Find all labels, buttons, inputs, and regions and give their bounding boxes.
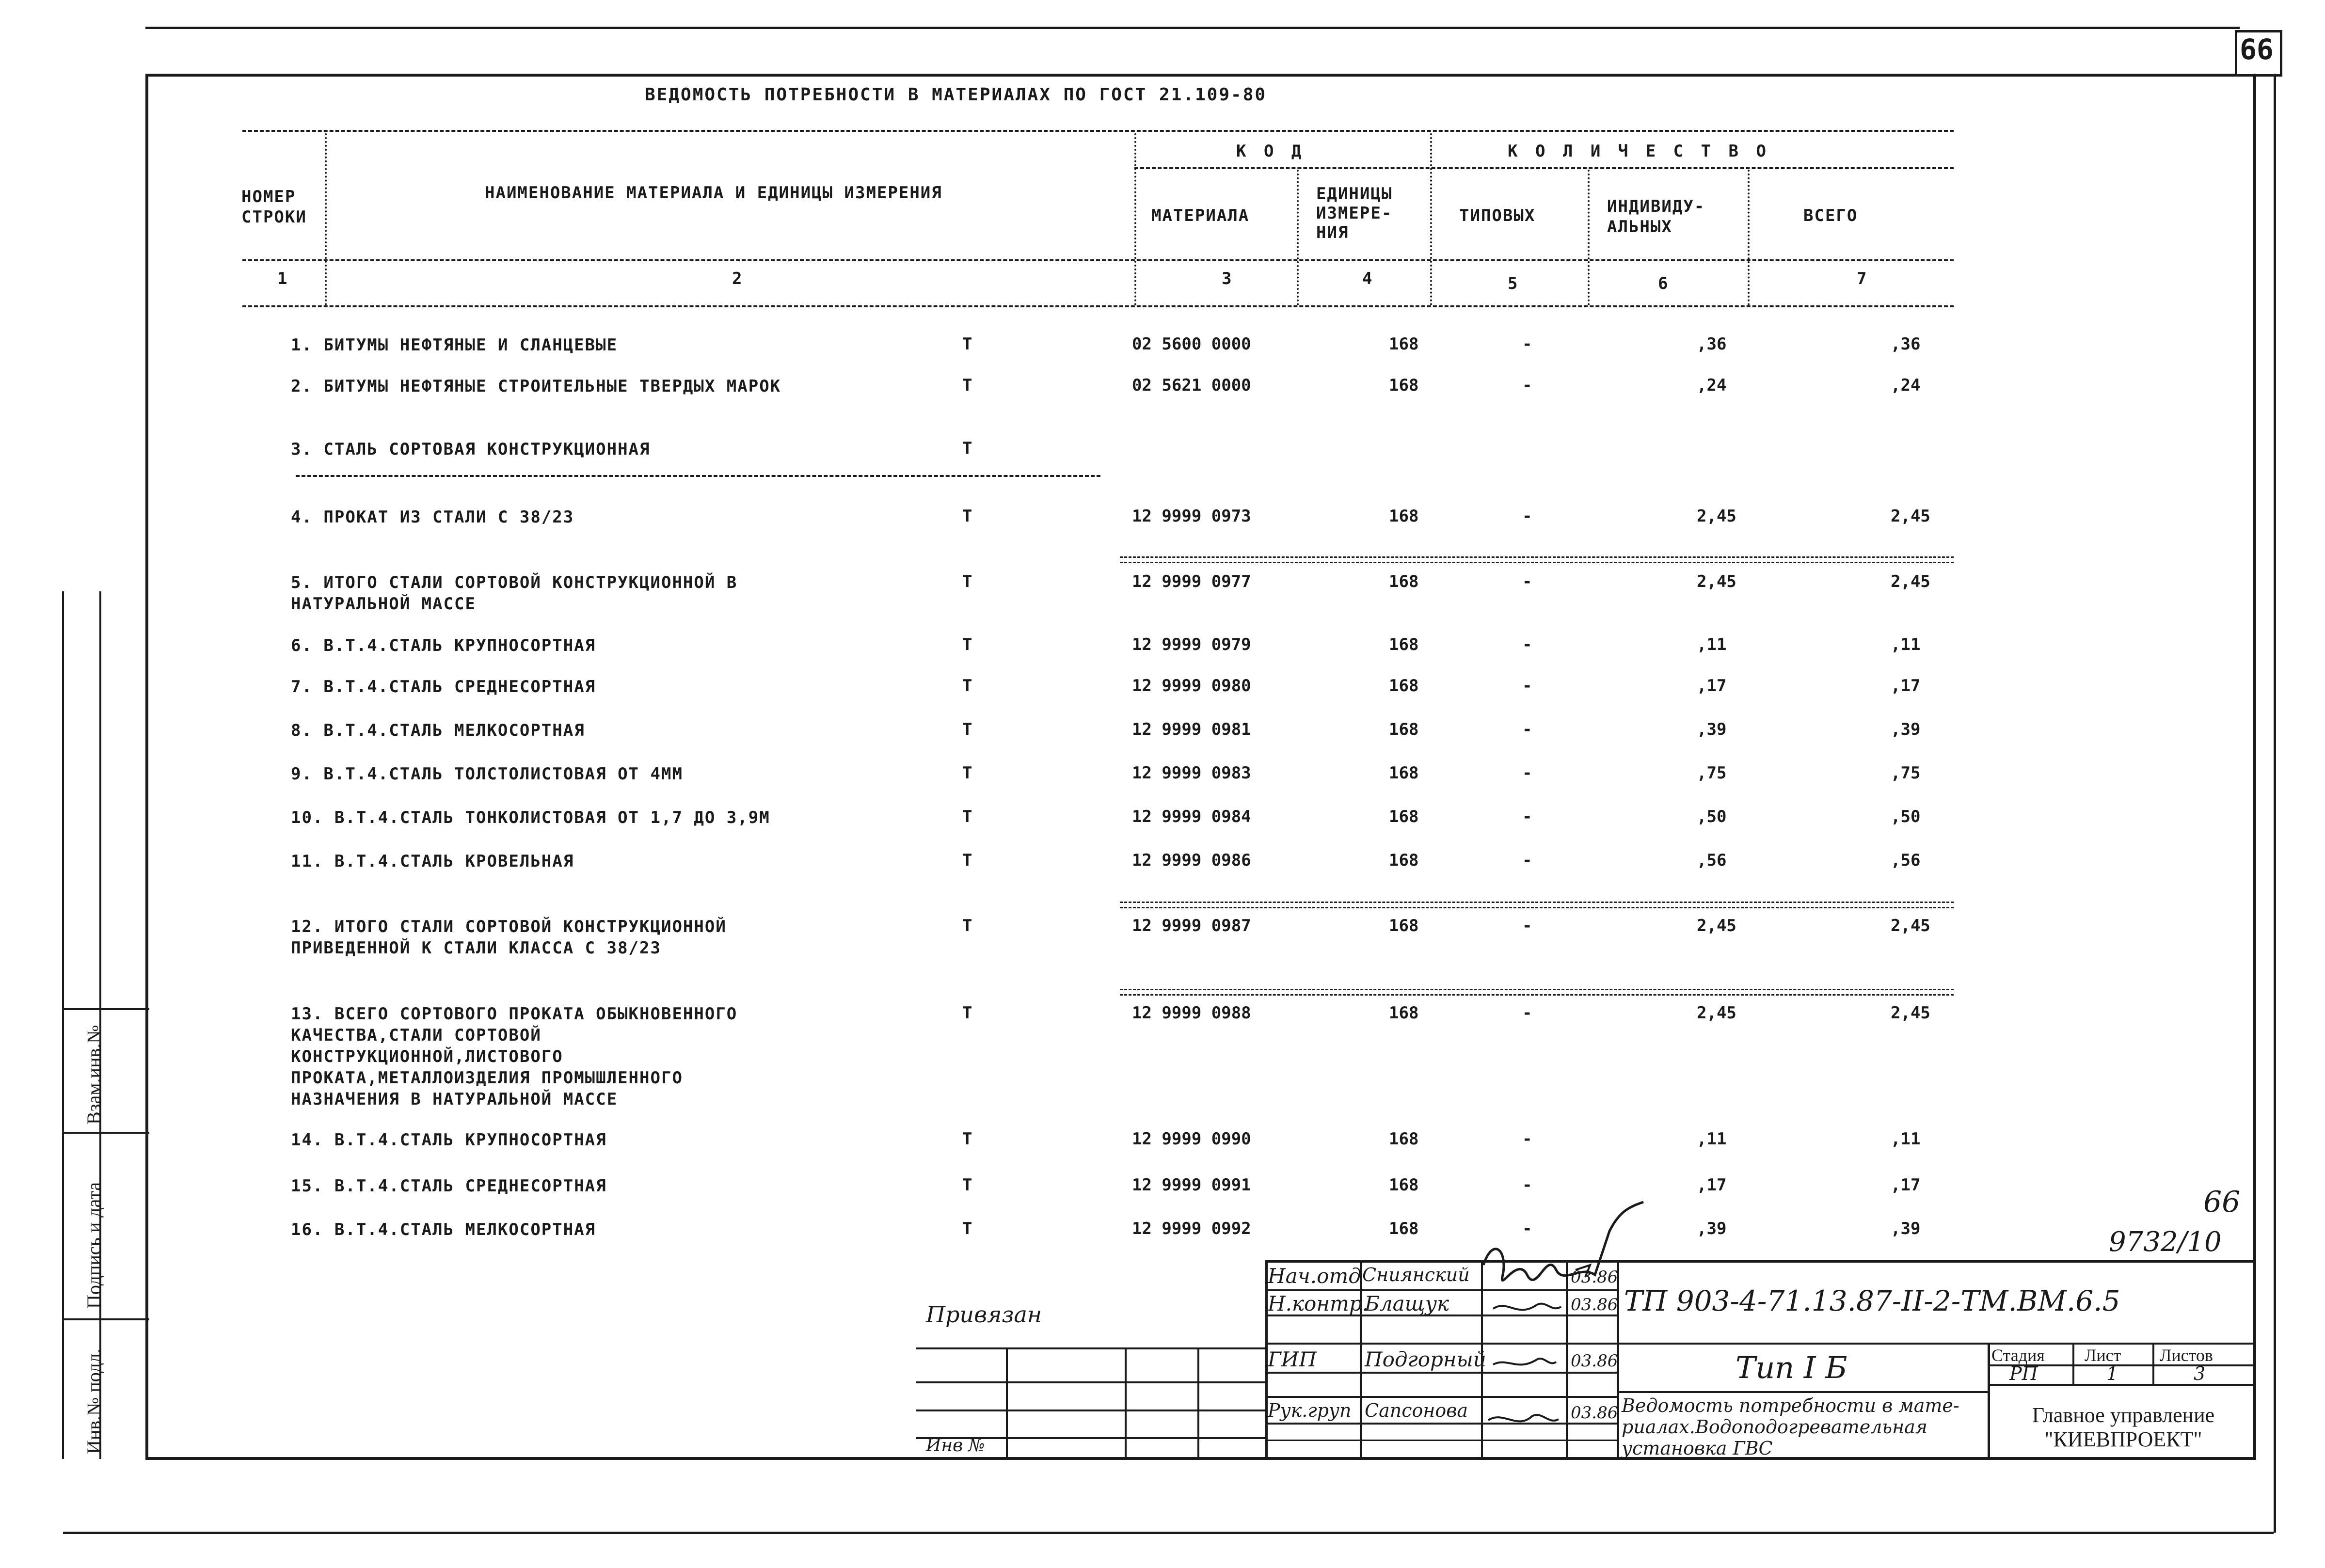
signer-1-role: Нач.отд <box>1268 1264 1361 1288</box>
row-qty-individual: 2,45 <box>1697 507 1736 526</box>
row-unit: Т <box>962 1129 972 1149</box>
colnum-4: 4 <box>1362 269 1373 288</box>
frame-top-outer <box>145 27 2240 29</box>
row-qty-typical: - <box>1522 851 1532 870</box>
header-row-number: НОМЕР СТРОКИ <box>241 187 307 227</box>
row-qty-total: 2,45 <box>1891 1003 1930 1023</box>
row-qty-individual: ,50 <box>1697 807 1727 826</box>
header-qty-total: ВСЕГО <box>1803 206 1858 225</box>
header-code: К О Д <box>1236 142 1306 161</box>
row-unit: Т <box>962 807 972 826</box>
row-qty-total: ,11 <box>1891 635 1921 654</box>
stamp-sheets-label: Листов <box>2160 1346 2213 1365</box>
privyazan-v2 <box>1125 1347 1127 1458</box>
row-qty-typical: - <box>1522 1175 1532 1195</box>
row-qty-individual: ,11 <box>1697 635 1727 654</box>
row-unit-code: 168 <box>1389 1003 1419 1023</box>
stamp-designation: ТП 903-4-71.13.87-II-2-ТМ.ВМ.6.5 <box>1624 1284 2120 1317</box>
stamp-info-v1 <box>2072 1343 2074 1384</box>
header-top-line <box>242 130 1954 132</box>
row-unit: Т <box>962 1219 972 1238</box>
row-name: 16. В.Т.4.СТАЛЬ МЕЛКОСОРТНАЯ <box>291 1220 596 1239</box>
row-qty-typical: - <box>1522 376 1532 395</box>
row-qty-typical: - <box>1522 1129 1532 1149</box>
margin-sep-1 <box>62 1008 149 1010</box>
row-unit: Т <box>962 334 972 354</box>
row-unit-code: 168 <box>1389 851 1419 870</box>
row-unit-code: 168 <box>1389 676 1419 696</box>
row-name: 4. ПРОКАТ ИЗ СТАЛИ С 38/23 <box>291 507 574 527</box>
stamp-type: Тип I Б <box>1736 1350 1847 1385</box>
row-unit: Т <box>962 763 972 783</box>
stamp-sheet: 1 <box>2106 1363 2118 1384</box>
row-unit: Т <box>962 720 972 739</box>
frame-top <box>148 74 2237 77</box>
header-qty-typical: ТИПОВЫХ <box>1459 206 1536 225</box>
row-unit: Т <box>962 635 972 654</box>
header-vsep-6 <box>1748 170 1750 305</box>
row-qty-individual: ,39 <box>1697 720 1727 739</box>
colnum-5: 5 <box>1508 274 1519 293</box>
row-unit: Т <box>962 1175 972 1195</box>
row-unit: Т <box>962 439 972 458</box>
row-qty-typical: - <box>1522 763 1532 783</box>
header-vsep-3 <box>1297 170 1299 305</box>
row3-underline <box>296 475 1100 477</box>
privyazan-top <box>916 1347 1265 1349</box>
row-name: 13. ВСЕГО СОРТОВОГО ПРОКАТА ОБЫКНОВЕННОГО КАЧЕСТВА,СТАЛИ СОРТОВОЙ КОНСТРУКЦИОННОЙ,ЛИСТОВОГО ПРОКАТА,МЕТАЛЛОИЗДЕЛИЯ ПРОМЫШЛЕННОГО НАЗНАЧЕНИЯ В НАТУРАЛЬНОЙ МАССЕ <box>291 1004 738 1109</box>
row-unit-code: 168 <box>1389 334 1419 354</box>
row-unit: Т <box>962 851 972 870</box>
row-name: 2. БИТУМЫ НЕФТЯНЫЕ СТРОИТЕЛЬНЫЕ ТВЕРДЫХ МАРОК <box>291 377 781 396</box>
row-name: 1. БИТУМЫ НЕФТЯНЫЕ И СЛАНЦЕВЫЕ <box>291 335 618 355</box>
row-qty-total: 2,45 <box>1891 572 1930 591</box>
row-qty-total: ,39 <box>1891 720 1921 739</box>
page-number: 66 <box>2240 33 2274 66</box>
row-unit: Т <box>962 916 972 935</box>
row-material-code: 12 9999 0992 <box>1132 1219 1251 1238</box>
stamp-info-v2 <box>2152 1343 2154 1384</box>
header-material-name: НАИМЕНОВАНИЕ МАТЕРИАЛА И ЕДИНИЦЫ ИЗМЕРЕНИЯ <box>485 183 942 203</box>
row-qty-total: 2,45 <box>1891 916 1930 935</box>
row-qty-total: ,39 <box>1891 1219 1921 1238</box>
row-name: 5. ИТОГО СТАЛИ СОРТОВОЙ КОНСТРУКЦИОННОЙ В НАТУРАЛЬНОЙ МАССЕ <box>291 573 738 614</box>
header-qty-individual: ИНДИВИДУ- АЛЬНЫХ <box>1607 197 1705 237</box>
row-qty-typical: - <box>1522 720 1532 739</box>
signer-2-date: 03.86 <box>1571 1295 1618 1315</box>
row-qty-total: ,75 <box>1891 763 1921 783</box>
signer-2-name: Блащук <box>1365 1292 1449 1315</box>
colnum-6: 6 <box>1658 274 1669 293</box>
colnum-3: 3 <box>1222 269 1233 288</box>
row-qty-total: ,11 <box>1891 1129 1921 1149</box>
margin-podpis-data: Подпись и дата <box>83 1182 105 1309</box>
row-unit-code: 168 <box>1389 1219 1419 1238</box>
stamp-col-info <box>1988 1343 1990 1459</box>
header-code-line <box>1134 167 1954 169</box>
row-unit: Т <box>962 376 972 395</box>
row-name: 11. В.Т.4.СТАЛЬ КРОВЕЛЬНАЯ <box>291 852 574 871</box>
row-unit: Т <box>962 507 972 526</box>
row-name: 7. В.Т.4.СТАЛЬ СРЕДНЕСОРТНАЯ <box>291 677 596 697</box>
signer-4-role: Рук.груп <box>1268 1400 1352 1421</box>
colnum-2: 2 <box>732 269 743 288</box>
stamp-inv-no: Инв № <box>926 1436 985 1456</box>
row-qty-typical: - <box>1522 334 1532 354</box>
signer-2-role: Н.контр. <box>1268 1292 1369 1315</box>
row-unit-code: 168 <box>1389 1129 1419 1149</box>
row-material-code: 02 5621 0000 <box>1132 376 1251 395</box>
row-qty-individual: 2,45 <box>1697 916 1736 935</box>
signer-1-name: Сниянский <box>1362 1264 1470 1285</box>
row-material-code: 12 9999 0991 <box>1132 1175 1251 1195</box>
frame-right <box>2253 74 2256 1460</box>
colnum-7: 7 <box>1857 269 1868 288</box>
margin-sep-2 <box>62 1132 149 1134</box>
margin-inv-podl: Инв.№ подл. <box>83 1348 105 1454</box>
stamp-sheet-mark: 66 <box>2203 1185 2241 1219</box>
frame-right-outer <box>2274 74 2276 1533</box>
row-material-code: 12 9999 0984 <box>1132 807 1251 826</box>
row-unit-code: 168 <box>1389 807 1419 826</box>
signer-3-date: 03.86 <box>1571 1351 1618 1371</box>
stamp-top <box>1265 1260 2256 1263</box>
row-unit-code: 168 <box>1389 763 1419 783</box>
margin-vzam-inv: Взам.инв.№ <box>83 1025 105 1125</box>
privyazan-v1 <box>1006 1347 1008 1458</box>
row-qty-typical: - <box>1522 676 1532 696</box>
colnum-1: 1 <box>277 269 288 288</box>
row-qty-typical: - <box>1522 572 1532 591</box>
row-qty-typical: - <box>1522 1003 1532 1023</box>
row-unit: Т <box>962 676 972 696</box>
signer-4-name: Сапсонова <box>1365 1400 1468 1421</box>
privyazan-h1 <box>916 1381 1265 1383</box>
row-material-code: 12 9999 0973 <box>1132 507 1251 526</box>
row-name: 6. В.Т.4.СТАЛЬ КРУПНОСОРТНАЯ <box>291 636 596 655</box>
header-code-unit: ЕДИНИЦЫ ИЗМЕРЕ- НИЯ <box>1316 184 1393 242</box>
row-qty-individual: ,17 <box>1697 1175 1727 1195</box>
header-vsep-5 <box>1588 170 1590 305</box>
row-unit-code: 168 <box>1389 1175 1419 1195</box>
total-line-row5 <box>1120 556 1954 563</box>
total-line-row13 <box>1120 989 1954 996</box>
stamp-h-3 <box>1265 1343 2256 1345</box>
header-vsep-2 <box>1134 133 1136 305</box>
row-qty-typical: - <box>1522 635 1532 654</box>
signer-3-name: Подгорный <box>1365 1347 1486 1371</box>
margin-sep-3 <box>62 1318 149 1320</box>
stamp-sheet-label: Лист <box>2085 1346 2121 1365</box>
row-unit: Т <box>962 1003 972 1023</box>
row-qty-individual: ,11 <box>1697 1129 1727 1149</box>
stamp-archive-no: 9732/10 <box>2109 1226 2222 1258</box>
header-code-material: МАТЕРИАЛА <box>1151 206 1250 225</box>
row-name: 3. СТАЛЬ СОРТОВАЯ КОНСТРУКЦИОННАЯ <box>291 440 651 459</box>
row-name: 12. ИТОГО СТАЛИ СОРТОВОЙ КОНСТРУКЦИОННОЙ ПРИВЕДЕННОЙ К СТАЛИ КЛАССА С 38/23 <box>291 917 727 958</box>
frame-bottom-outer <box>63 1532 2274 1534</box>
row-name: 14. В.Т.4.СТАЛЬ КРУПНОСОРТНАЯ <box>291 1130 607 1150</box>
signer-3-role: ГИП <box>1268 1347 1317 1371</box>
row-name: 8. В.Т.4.СТАЛЬ МЕЛКОСОРТНАЯ <box>291 721 585 740</box>
stamp-stage: РП <box>2009 1363 2038 1384</box>
row-material-code: 12 9999 0983 <box>1132 763 1251 783</box>
document-title: ВЕДОМОСТЬ ПОТРЕБНОСТИ В МАТЕРИАЛАХ ПО ГОСТ 21.109-80 <box>645 85 1267 105</box>
row-qty-individual: 2,45 <box>1697 1003 1736 1023</box>
stamp-stage-label: Стадия <box>1991 1346 2045 1365</box>
row-qty-typical: - <box>1522 916 1532 935</box>
privyazan-h2 <box>916 1410 1265 1411</box>
row-name: 9. В.Т.4.СТАЛЬ ТОЛСТОЛИСТОВАЯ ОТ 4ММ <box>291 764 683 784</box>
row-material-code: 12 9999 0979 <box>1132 635 1251 654</box>
row-qty-individual: 2,45 <box>1697 572 1736 591</box>
row-material-code: 12 9999 0987 <box>1132 916 1251 935</box>
row-unit: Т <box>962 572 972 591</box>
row-qty-typical: - <box>1522 507 1532 526</box>
signer-4-date: 03.86 <box>1571 1403 1618 1423</box>
row-name: 10. В.Т.4.СТАЛЬ ТОНКОЛИСТОВАЯ ОТ 1,7 ДО 3,9М <box>291 808 770 827</box>
stamp-doc-title: Ведомость потребности в мате- риалах.Водоподогревательная установка ГВС <box>1622 1395 1959 1459</box>
row-qty-total: ,24 <box>1891 376 1921 395</box>
row-qty-total: 2,45 <box>1891 507 1930 526</box>
row-material-code: 02 5600 0000 <box>1132 334 1251 354</box>
signer-1-date: 03.86 <box>1571 1267 1618 1287</box>
row-qty-typical: - <box>1522 1219 1532 1238</box>
row-qty-individual: ,36 <box>1697 334 1727 354</box>
stamp-sheets: 3 <box>2194 1363 2206 1384</box>
row-material-code: 12 9999 0990 <box>1132 1129 1251 1149</box>
row-material-code: 12 9999 0980 <box>1132 676 1251 696</box>
row-qty-individual: ,24 <box>1697 376 1727 395</box>
row-unit-code: 168 <box>1389 635 1419 654</box>
row-qty-total: ,17 <box>1891 676 1921 696</box>
stamp-privyazan: Привязан <box>926 1301 1042 1328</box>
privyazan-v3 <box>1197 1347 1199 1458</box>
row-unit-code: 168 <box>1389 916 1419 935</box>
row-unit-code: 168 <box>1389 720 1419 739</box>
row-qty-individual: ,75 <box>1697 763 1727 783</box>
row-qty-individual: ,39 <box>1697 1219 1727 1238</box>
header-quantity: К О Л И Ч Е С Т В О <box>1508 142 1770 161</box>
margin-outer-line <box>62 591 64 1459</box>
row-name: 15. В.Т.4.СТАЛЬ СРЕДНЕСОРТНАЯ <box>291 1176 607 1196</box>
header-vsep-1 <box>325 133 327 305</box>
header-bottom-line <box>242 305 1954 307</box>
stamp-org: Главное управление "КИЕВПРОЕКТ" <box>2032 1403 2215 1451</box>
row-qty-individual: ,17 <box>1697 676 1727 696</box>
total-line-row12 <box>1120 902 1954 908</box>
row-qty-typical: - <box>1522 807 1532 826</box>
row-material-code: 12 9999 0988 <box>1132 1003 1251 1023</box>
frame-left <box>145 74 148 1460</box>
header-vsep-4 <box>1430 133 1432 305</box>
row-material-code: 12 9999 0986 <box>1132 851 1251 870</box>
row-unit-code: 168 <box>1389 572 1419 591</box>
row-qty-total: ,50 <box>1891 807 1921 826</box>
row-unit-code: 168 <box>1389 507 1419 526</box>
row-material-code: 12 9999 0981 <box>1132 720 1251 739</box>
row-qty-total: ,56 <box>1891 851 1921 870</box>
row-qty-total: ,36 <box>1891 334 1921 354</box>
stamp-h-8 <box>1619 1391 1988 1393</box>
row-qty-total: ,17 <box>1891 1175 1921 1195</box>
row-material-code: 12 9999 0977 <box>1132 572 1251 591</box>
row-qty-individual: ,56 <box>1697 851 1727 870</box>
header-mid-line <box>242 259 1954 261</box>
row-unit-code: 168 <box>1389 376 1419 395</box>
